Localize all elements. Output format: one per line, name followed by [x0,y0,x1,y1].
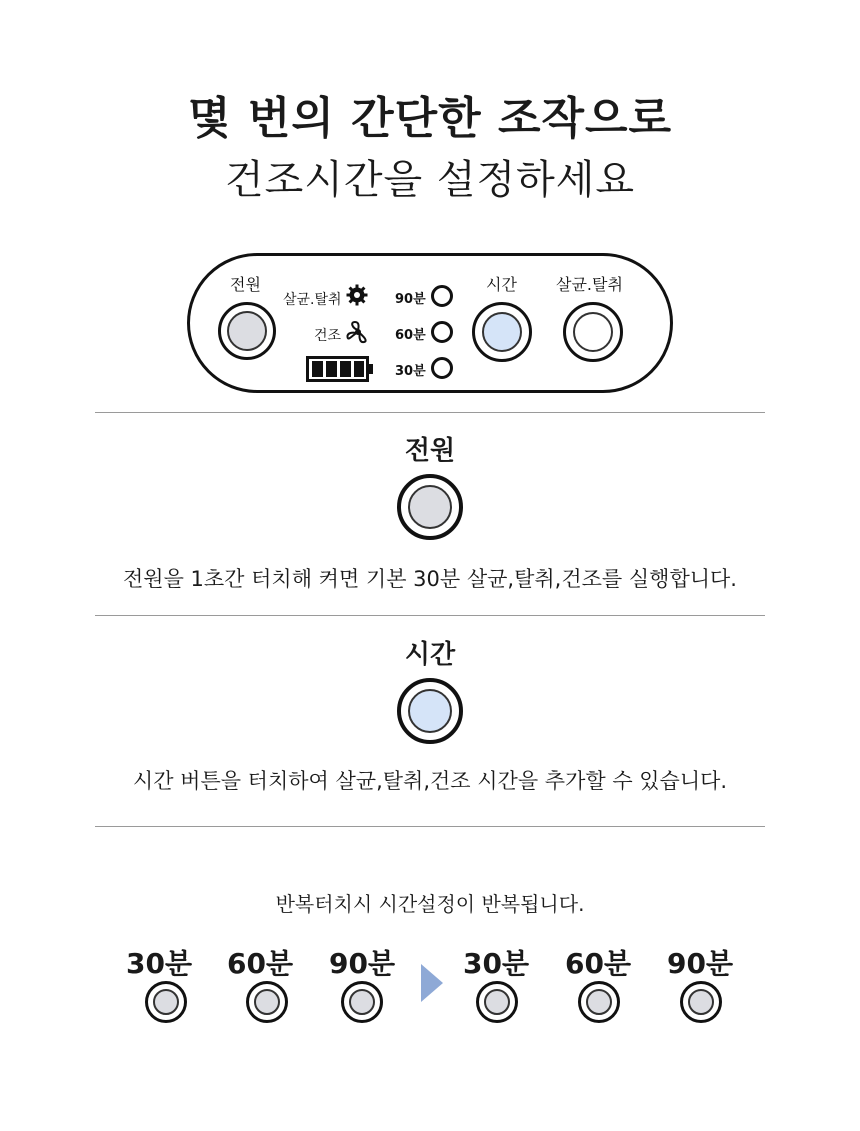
repeat-caption: 반복터치시 시간설정이 반복됩니다. [275,892,585,916]
time-90-label: 90분 [395,292,426,307]
step-button [246,981,288,1023]
power-section-description: 전원을 1초간 터치해 켜면 기본 30분 살균,탈취,건조를 실행합니다. [123,567,737,591]
page-title: 몇 번의 간단한 조작으로 [188,93,672,144]
power-button-large [397,474,463,540]
time-60-led [431,321,453,343]
power-section-title: 전원 [404,436,456,466]
step-label: 60분 [564,947,631,980]
time-90-led [431,285,453,307]
sterilize-indicator-label: 살균.탈취 [283,292,342,308]
step-label: 30분 [462,947,529,980]
step-button [578,981,620,1023]
sterilize-button-label: 살균.탈취 [556,275,623,294]
time-section-title: 시간 [404,640,456,670]
time-button-large [397,678,463,744]
divider [95,615,765,616]
step-button [476,981,518,1023]
power-label: 전원 [230,275,261,294]
arrow-right-icon [421,964,443,1006]
time-30-led [431,357,453,379]
time-60-label: 60분 [395,328,426,343]
divider [95,412,765,413]
battery-icon [306,356,374,386]
divider [95,826,765,827]
step-button [341,981,383,1023]
page-subtitle: 건조시간을 설정하세요 [224,157,636,203]
dry-indicator-label: 건조 [314,328,342,344]
step-button [145,981,187,1023]
sterilize-button[interactable] [563,302,623,362]
power-button[interactable] [218,302,276,360]
step-label: 90분 [666,947,733,980]
gear-icon [346,284,368,310]
fan-icon [346,320,370,348]
step-button [680,981,722,1023]
time-section-description: 시간 버튼을 터치하여 살균,탈취,건조 시간을 추가할 수 있습니다. [132,769,728,793]
step-label: 30분 [125,947,192,980]
step-label: 60분 [226,947,293,980]
time-30-label: 30분 [395,364,426,379]
step-label: 90분 [328,947,395,980]
time-button-label: 시간 [486,275,517,294]
time-button[interactable] [472,302,532,362]
